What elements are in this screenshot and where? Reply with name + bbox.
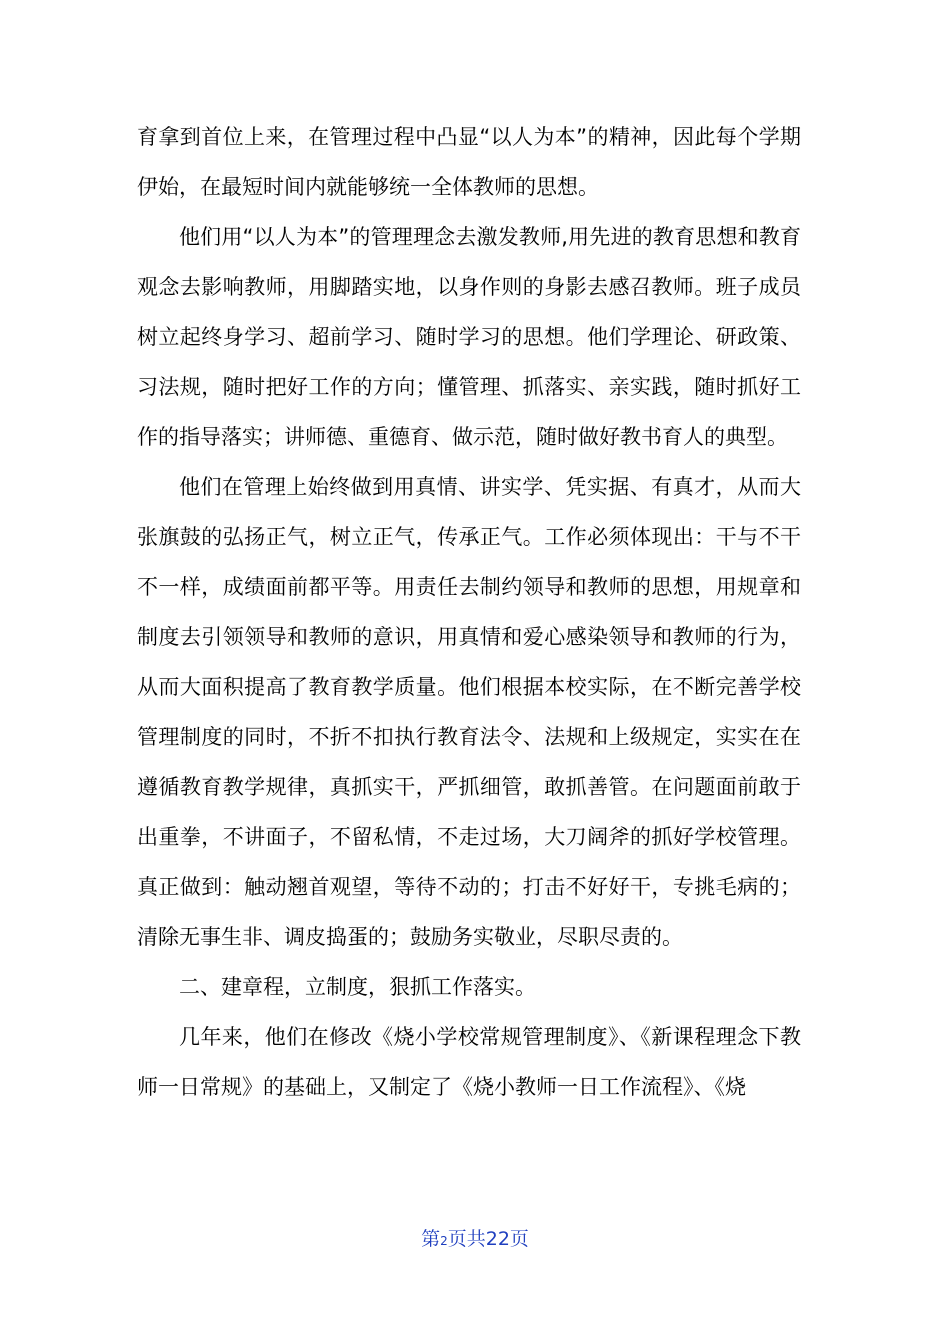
paragraph-management-concept: 他们用“以人为本”的管理理念去激发教师,用先进的教育思想和教育观念去影响教师，用脚踏实地，以身作则的身影去感召教师。班子成员树立起终身学习、超前学习、随时学习的思想。他们学理论、研政策、习法规，随时把好工作的方向；懂管理、抓落实、亲实践，随时抓好工作的指导落实；讲师德、重德育、做示范，随时做好教书育人的典型。	[137, 225, 801, 449]
paragraph-management-practice: 他们在管理上始终做到用真情、讲实学、凭实据、有真才，从而大张旗鼓的弘扬正气，树立正气，传承正气。工作必须体现出：干与不干不一样，成绩面前都平等。用责任去制约领导和教师的思想，用规章和制度去引领领导和教师的意识，用真情和爱心感染领导和教师的行为，从而大面积提高了教育教学质量。他们根据本校实际，在不断完善学校管理制度的同时，不折不扣执行教育法令、法规和上级规定，实实在在遵循教育教学规律，真抓实干，严抓细管，敢抓善管。在问题面前敢于出重拳，不讲面子，不留私情，不走过场，大刀阔斧的抓好学校管理。真正做到：触动翘首观望，等待不动的；打击不好好干，专挑毛病的；清除无事生非、调皮捣蛋的；鼓励务实敬业，尽职尽责的。	[137, 475, 801, 949]
footer-suffix: 页	[509, 1228, 529, 1250]
footer-total-pages: 22	[485, 1228, 510, 1250]
footer-page-number: 2	[440, 1234, 448, 1248]
page-footer	[0, 1224, 950, 1254]
paragraph-continuation: 育拿到首位上来，在管理过程中凸显“以人为本”的精神，因此每个学期伊始，在最短时间内就能够统一全体教师的思想。	[137, 125, 801, 199]
body-text	[137, 112, 801, 1112]
footer-prefix: 第	[421, 1228, 441, 1250]
paragraph-regulations: 几年来，他们在修改《烧小学校常规管理制度》、《新课程理念下教师一日常规》的基础上，又制定了《烧小教师一日工作流程》、《烧	[137, 1025, 801, 1099]
footer-middle: 页共	[447, 1228, 486, 1250]
section-heading-two: 二、建章程，立制度，狠抓工作落实。	[179, 975, 536, 999]
